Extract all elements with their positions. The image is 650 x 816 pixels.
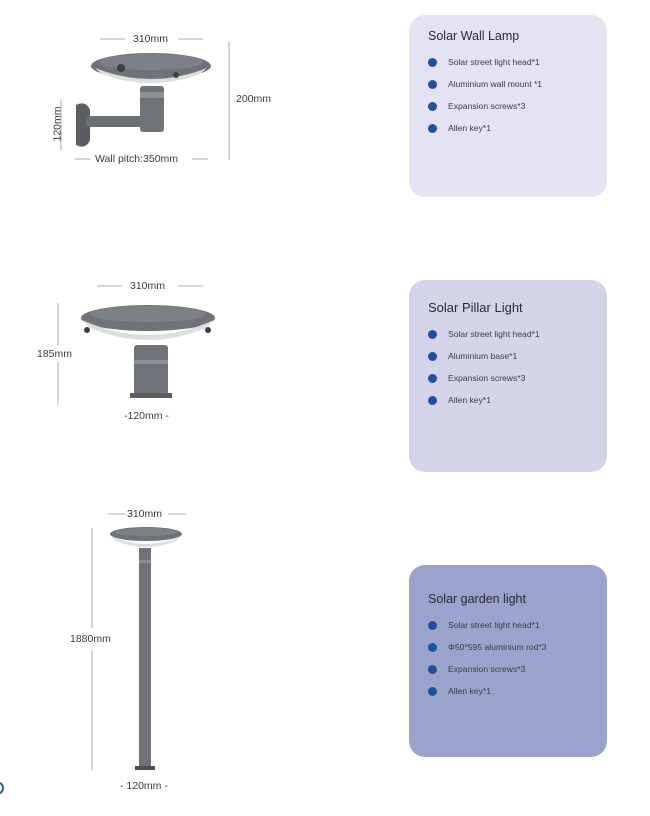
garden-pole-shape xyxy=(139,548,151,768)
card-title: Solar Pillar Light xyxy=(428,300,523,315)
bullet-icon xyxy=(428,665,437,674)
garden-light-contents-card xyxy=(409,565,607,757)
list-item: Allen key*1 xyxy=(428,680,589,702)
list-item: Solar street light head*1 xyxy=(428,51,589,73)
wall-width-label: 310mm xyxy=(133,33,169,45)
bullet-icon xyxy=(428,643,437,652)
garden-width-label: 310mm xyxy=(127,508,163,520)
list-item: Solar street light head*1 xyxy=(428,323,589,345)
wall-arm-label: 120mm xyxy=(51,106,64,142)
list-item: Allen key*1 xyxy=(428,389,589,411)
card-title: Solar garden light xyxy=(428,592,526,606)
wall-pitch-label: Wall pitch:350mm xyxy=(95,153,179,165)
pillar-width-label: 310mm xyxy=(130,280,166,292)
card-title: Solar Wall Lamp xyxy=(428,29,520,43)
list-item: Aluminium base*1 xyxy=(428,345,589,367)
garden-base-label: - 120mm - xyxy=(120,780,168,792)
list-item: Expansion screws*3 xyxy=(428,95,589,117)
list-item: Expansion screws*3 xyxy=(428,367,589,389)
list-item: Φ50*595 aluminium rod*3 xyxy=(428,636,589,658)
list-item: Expansion screws*3 xyxy=(428,658,589,680)
garden-height-label: 1880mm xyxy=(70,633,111,645)
bullet-icon xyxy=(428,621,437,630)
list-item: Solar street light head*1 xyxy=(428,614,589,636)
pillar-base-label: -120mm - xyxy=(124,410,169,422)
contents-list xyxy=(428,614,589,702)
wall-height-label: 200mm xyxy=(236,93,272,105)
pillar-height-label: 185mm xyxy=(37,348,73,360)
list-item: Allen key*1 xyxy=(428,117,589,139)
garden-light-diagram xyxy=(0,0,300,816)
bullet-icon xyxy=(428,687,437,696)
list-item: Aluminium wall mount *1 xyxy=(428,73,589,95)
